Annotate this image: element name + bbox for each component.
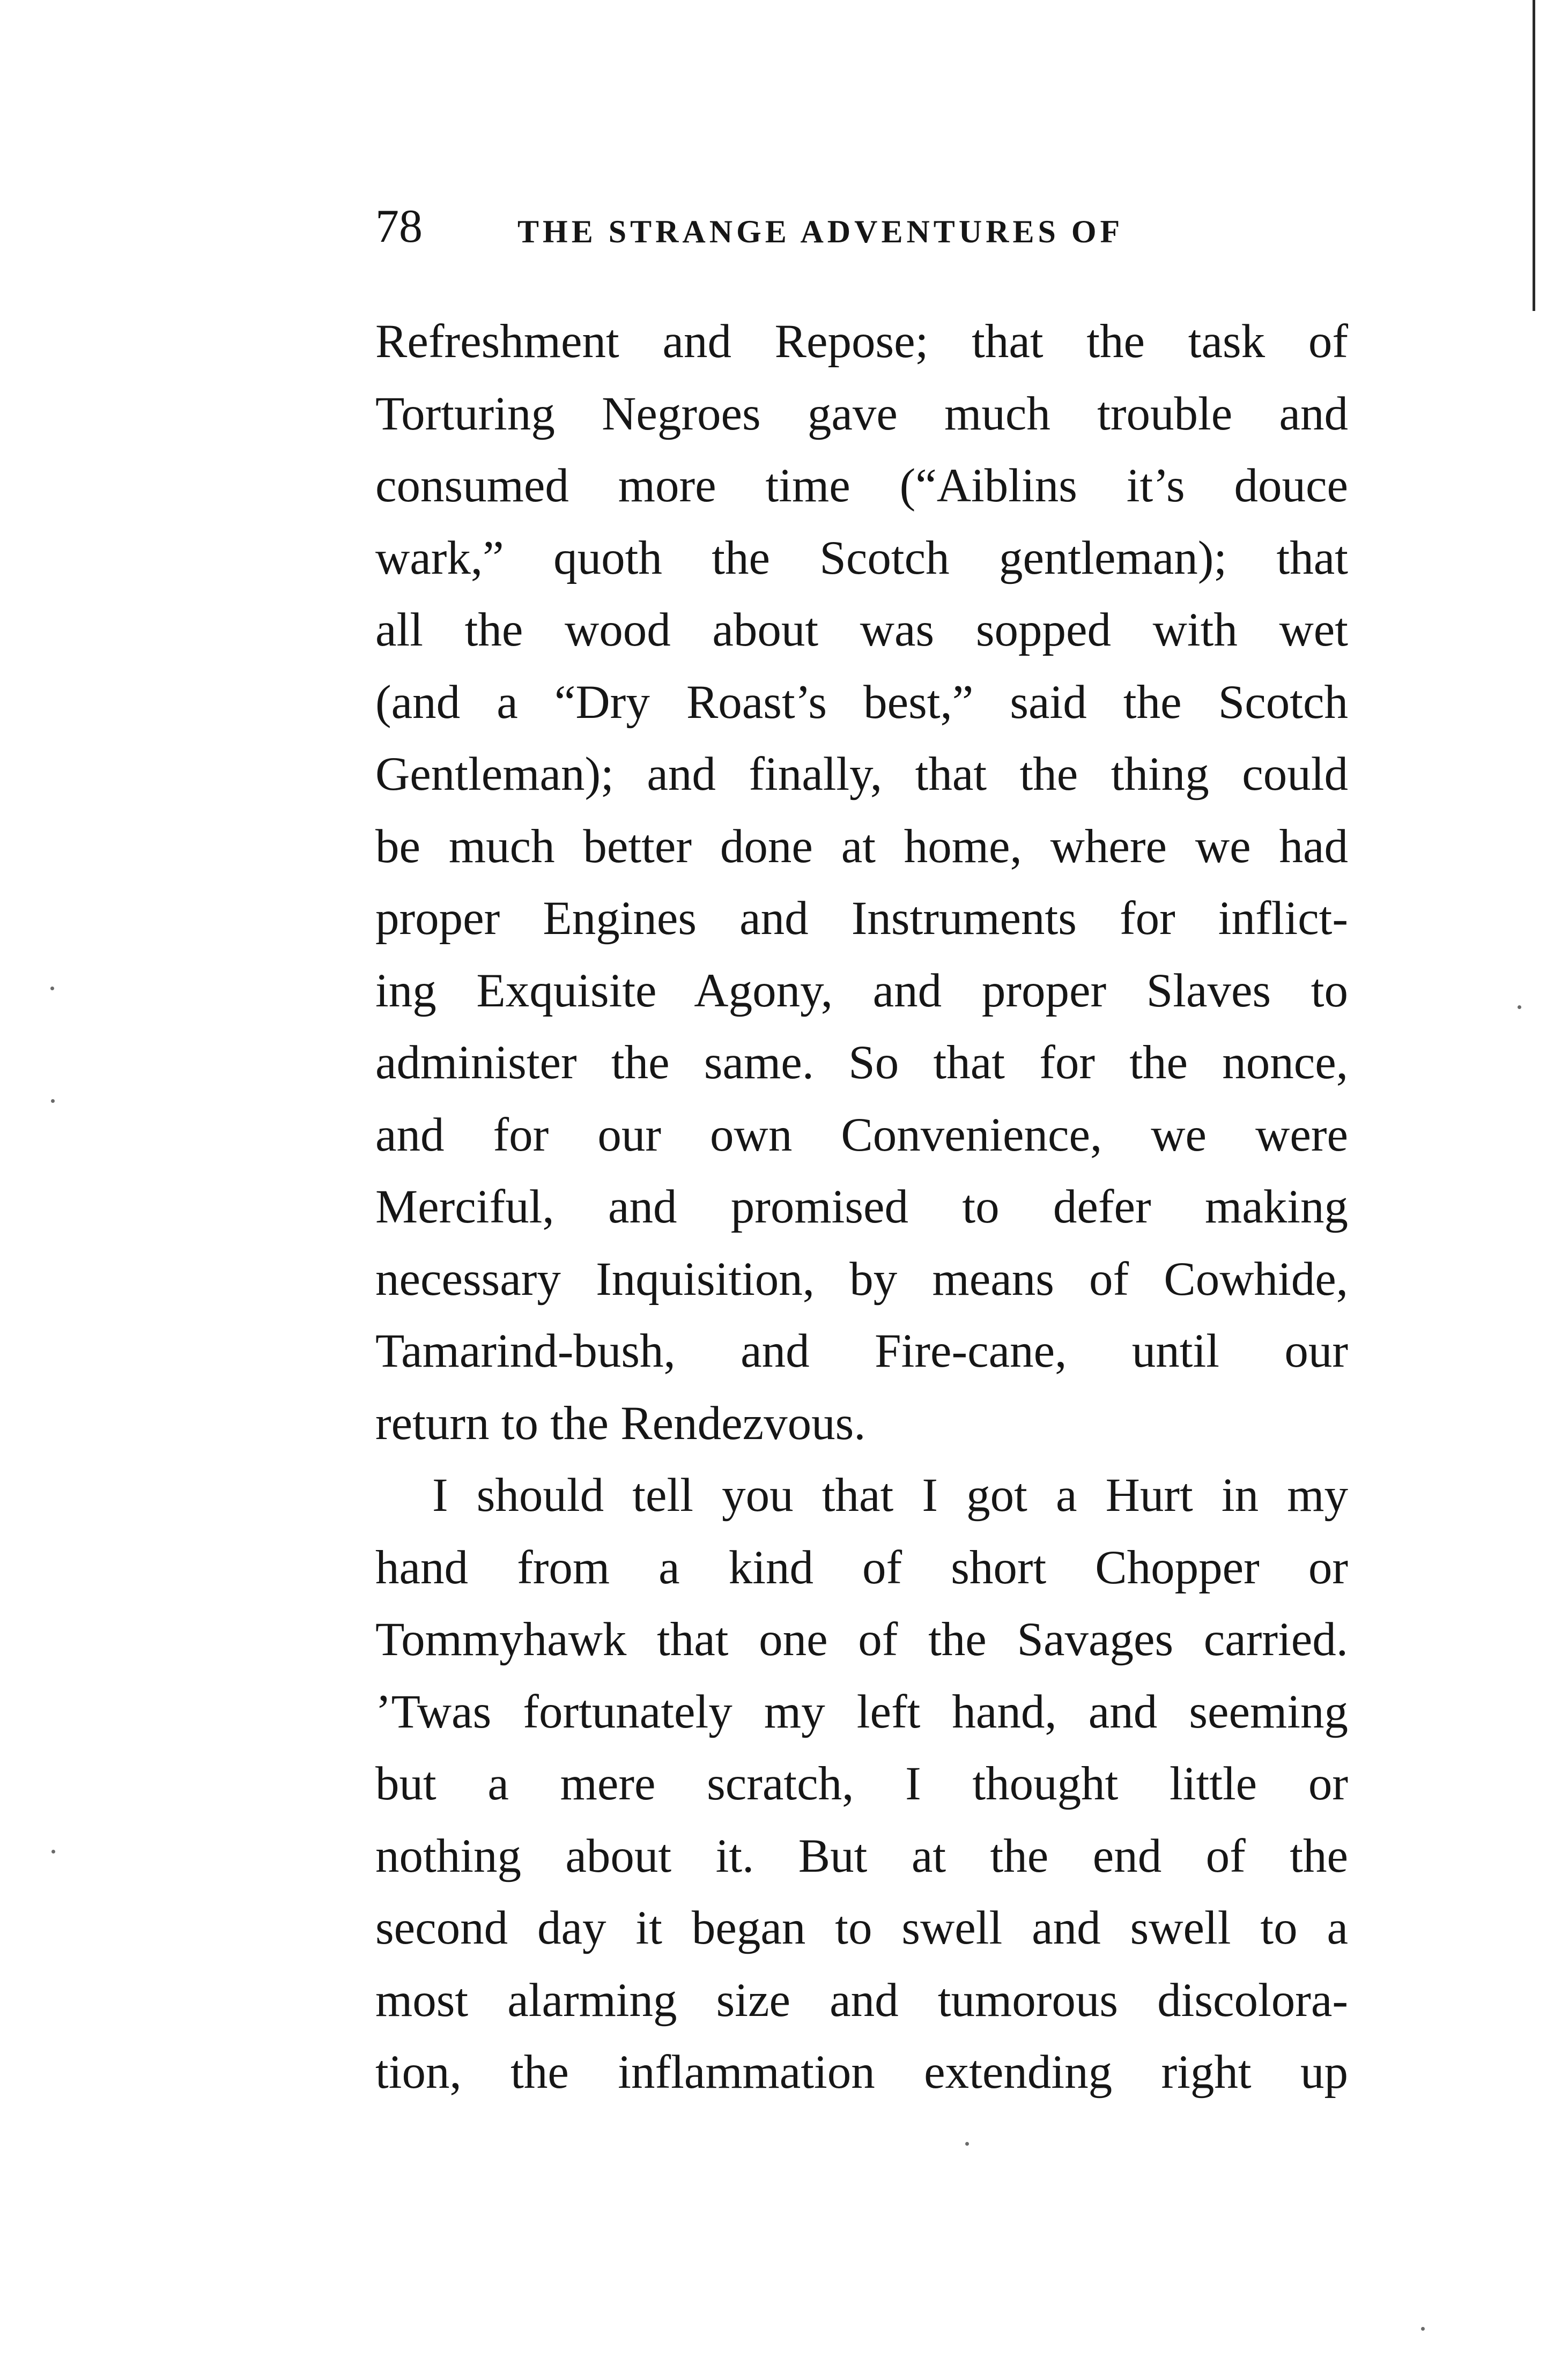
paper-speck [1518, 1005, 1521, 1009]
text-line: wark,” quoth the Scotch gentleman); that [375, 531, 1348, 584]
text-line: Gentleman); and finally, that the thing could [375, 748, 1348, 800]
text-line: and for our own Convenience, we were [375, 1108, 1348, 1161]
text-line: Tamarind-bush, and Fire-cane, until our [375, 1325, 1348, 1377]
text-line: Tommyhawk that one of the Savages carried. [375, 1613, 1348, 1666]
paragraph [375, 1459, 1348, 2109]
text-line: hand from a kind of short Chopper or [375, 1541, 1348, 1594]
text-line: return to the Rendezvous. [375, 1397, 866, 1450]
text-line: second day it began to swell and swell to a [375, 1902, 1348, 1954]
text-line: consumed more time (“Aiblins it’s douce [375, 459, 1348, 512]
paper-speck [51, 1099, 55, 1103]
text-line: ’Twas fortunately my left hand, and seeming [375, 1685, 1348, 1738]
text-line: be much better done at home, where we had [375, 820, 1348, 873]
text-line: but a mere scratch, I thought little or [375, 1758, 1348, 1810]
text-line: ing Exquisite Agony, and proper Slaves to [375, 964, 1348, 1017]
text-line: tion, the inflammation extending right up [375, 2046, 1348, 2099]
text-line: Refreshment and Repose; that the task of [375, 315, 1348, 368]
paper-speck [50, 987, 54, 990]
page-number: 78 [375, 201, 423, 253]
body-text [375, 306, 1348, 2109]
paper-speck [965, 2142, 969, 2146]
paper-speck [1421, 2327, 1425, 2331]
text-line: most alarming size and tumorous discolora- [375, 1974, 1348, 2027]
page-edge-shadow [1533, 0, 1535, 311]
running-head [375, 197, 1373, 256]
text-line: Merciful, and promised to defer making [375, 1181, 1348, 1233]
text-line: all the wood about was sopped with wet [375, 604, 1348, 656]
text-line: (and a “Dry Roast’s best,” said the Scotch [375, 676, 1348, 729]
text-line: proper Engines and Instruments for inflict- [375, 892, 1348, 945]
paragraph [375, 306, 1348, 1459]
text-line: I should tell you that I got a Hurt in my [432, 1469, 1348, 1522]
paper-speck [51, 1850, 55, 1853]
text-line: necessary Inquisition, by means of Cowhide, [375, 1252, 1348, 1306]
text-line: administer the same. So that for the nonce, [375, 1036, 1348, 1089]
text-line: Torturing Negroes gave much trouble and [375, 387, 1348, 440]
running-title: THE STRANGE ADVENTURES OF [517, 214, 1124, 249]
text-line: nothing about it. But at the end of the [375, 1829, 1348, 1882]
